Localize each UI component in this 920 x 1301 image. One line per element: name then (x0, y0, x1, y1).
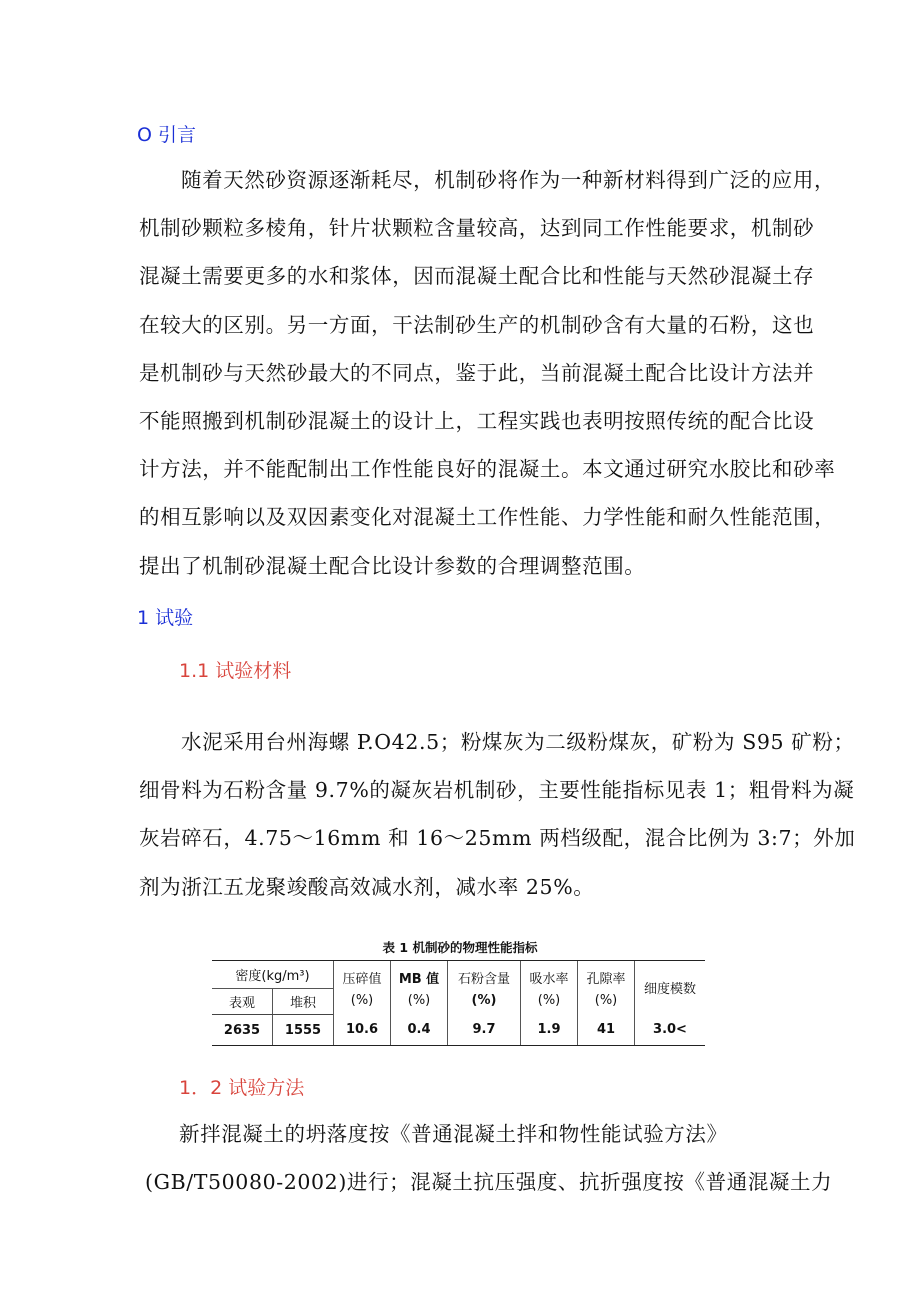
header-mb-name: MB 值 (398, 971, 440, 987)
intro-paragraph-line: 计方法，并不能配制出工作性能良好的混凝土。本文通过研究水胶比和砂率 (139, 457, 836, 482)
methods-paragraph (139, 1110, 833, 1206)
materials-paragraph-line: 剂为浙江五龙聚竣酸高效减水剂，减水率 25%。 (139, 874, 595, 899)
materials-paragraph-line: 水泥采用台州海螺 P.O42.5；粉煤灰为二级粉煤灰，矿粉为 S95 矿粉； (181, 730, 855, 754)
header-fineness: 细度模数 (635, 961, 706, 1015)
intro-paragraph-line: 的相互影响以及双因素变化对混凝土工作性能、力学性能和耐久性能范围， (139, 505, 836, 530)
materials-heading: 1.1 试验材料 (179, 660, 292, 682)
methods-heading: 1．2 试验方法 (179, 1077, 305, 1099)
table-caption: 表 1 机制砂的物理性能指标 (382, 940, 538, 955)
density-bulk: 堆积 (273, 989, 334, 1015)
methods-paragraph-line: (GB/T50080-2002)进行；混凝土抗压强度、抗折强度按《普通混凝土力 (145, 1170, 833, 1195)
intro-paragraph-line: 在较大的区别。另一方面，干法制砂生产的机制砂含有大量的石粉，这也 (139, 312, 815, 337)
intro-paragraph-line: 不能照搬到机制砂混凝土的设计上，工程实践也表明按照传统的配合比设 (139, 409, 815, 434)
cell-absorption: 1.9 (521, 1015, 578, 1046)
intro-paragraph-line: 提出了机制砂混凝土配合比设计参数的合理调整范围。 (139, 553, 646, 578)
header-crush (334, 961, 391, 1015)
materials-paragraph-line: 细骨料为石粉含量 9.7%的凝灰岩机制砂，主要性能指标见表 1；粗骨料为凝 (139, 778, 855, 803)
density-apparent: 表观 (212, 989, 273, 1015)
table-row (212, 1015, 705, 1046)
density-header: 密度(kg/m³) (212, 961, 334, 989)
header-stone-powder (448, 961, 521, 1015)
header-crush-name: 压碎值 (342, 971, 382, 987)
header-crush-unit: (%) (350, 992, 374, 1008)
header-mb-unit: (%) (407, 992, 431, 1008)
intro-paragraph (139, 156, 836, 590)
cell-stone-powder: 9.7 (448, 1015, 521, 1046)
header-absorption (521, 961, 578, 1015)
cell-crush: 10.6 (334, 1015, 391, 1046)
properties-table (212, 960, 705, 1046)
intro-heading: O 引言 (137, 124, 196, 146)
header-absorption-unit: (%) (537, 992, 561, 1008)
test-heading: 1 试验 (137, 607, 194, 629)
intro-paragraph-line: 机制砂颗粒多棱角，针片状颗粒含量较高，达到同工作性能要求，机制砂 (139, 216, 815, 241)
methods-paragraph-line: 新拌混凝土的坍落度按《普通混凝土拌和物性能试验方法》 (179, 1122, 728, 1146)
intro-paragraph-line: 混凝土需要更多的水和浆体，因而混凝土配合比和性能与天然砂混凝土存 (139, 264, 815, 289)
intro-paragraph-line: 随着天然砂资源逐渐耗尽，机制砂将作为一种新材料得到广泛的应用， (181, 168, 836, 192)
cell-porosity: 41 (578, 1015, 635, 1046)
cell-mb: 0.4 (391, 1015, 448, 1046)
intro-paragraph-line: 是机制砂与天然砂最大的不同点，鉴于此，当前混凝土配合比设计方法并 (139, 360, 815, 385)
header-porosity (578, 961, 635, 1015)
header-absorption-name: 吸水率 (529, 971, 569, 987)
materials-paragraph (139, 718, 856, 911)
header-porosity-name: 孔隙率 (586, 971, 626, 987)
cell-apparent: 2635 (212, 1015, 273, 1046)
header-mb (391, 961, 448, 1015)
header-stone-powder-unit: (%) (471, 992, 497, 1008)
materials-paragraph-line: 灰岩碎石，4.75～16mm 和 16～25mm 两档级配，混合比例为 3:7；外加 (139, 826, 856, 851)
cell-fineness: 3.0< (635, 1015, 706, 1046)
header-stone-powder-name: 石粉含量 (457, 971, 510, 987)
header-porosity-unit: (%) (594, 992, 618, 1008)
cell-bulk: 1555 (273, 1015, 334, 1046)
